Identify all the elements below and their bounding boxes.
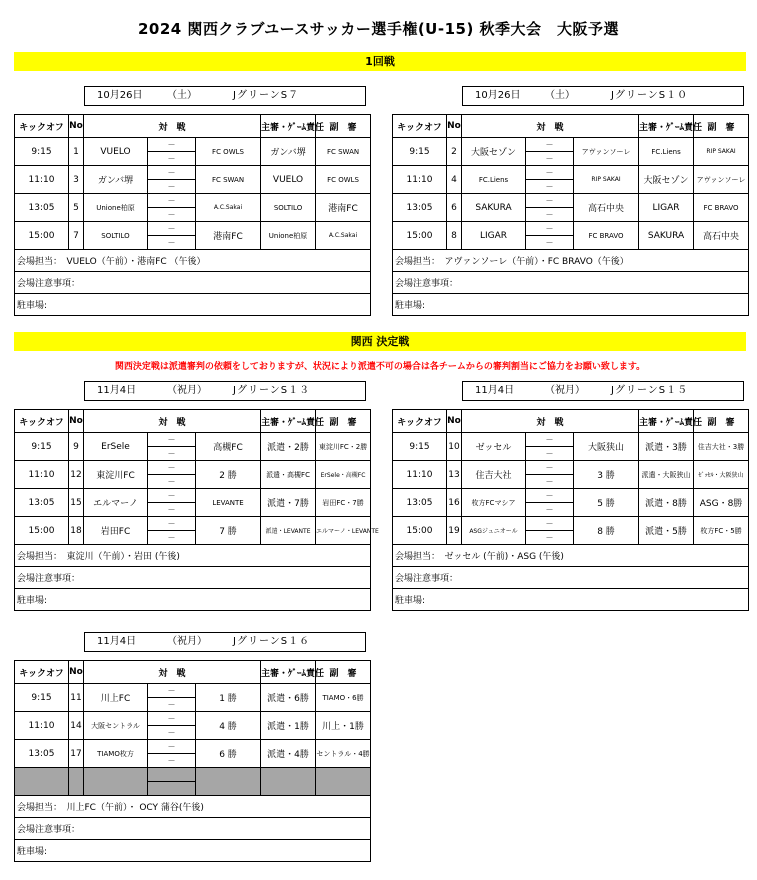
score-top: －: [167, 491, 176, 500]
home-team: エルマーノ: [84, 489, 148, 517]
home-team: SOLTILO: [84, 222, 148, 250]
home-team: ガンバ堺: [84, 166, 148, 194]
venue-name: JグリーンS７: [233, 90, 300, 101]
score-box: [148, 712, 196, 740]
header-row: [15, 115, 371, 138]
kickoff-time: 13:05: [393, 194, 447, 222]
no-header: No: [69, 661, 84, 684]
kickoff-time: 9:15: [15, 138, 69, 166]
match-date: 11月4日: [97, 385, 137, 396]
venue-note: 会場注意事項：: [393, 272, 749, 294]
score-top: －: [545, 140, 554, 149]
match-no: 17: [69, 740, 84, 768]
note-row: [15, 545, 371, 567]
kickoff-time: 15:00: [393, 222, 447, 250]
home-team: 東淀川FC: [84, 461, 148, 489]
away-team: 4 勝: [196, 712, 261, 740]
match-no: 11: [69, 684, 84, 712]
kickoff-time: 9:15: [393, 138, 447, 166]
venue-note: 駐車場:: [15, 840, 371, 862]
table-row: [15, 222, 371, 250]
kickoff-header: キックオフ: [15, 410, 69, 433]
match-no: 2: [447, 138, 462, 166]
page-title: 2024 関西クラブユースサッカー選手権(U-15) 秋季大会 大阪予選: [137, 20, 620, 38]
match-no: 19: [447, 517, 462, 545]
main-ref-header: 主審・ｹﾞｰﾑ責任: [261, 410, 316, 433]
score-box: [148, 740, 196, 768]
header-row: [393, 410, 749, 433]
main-referee: 大阪セゾン: [639, 166, 694, 194]
venue-note: 会場担当： ゼッセル (午前)・ASG (午後): [393, 545, 749, 567]
assistant-referee: ASG・8勝: [694, 489, 749, 517]
note-row: [393, 272, 749, 294]
assistant-referee: FC OWLS: [316, 166, 371, 194]
kickoff-time: 13:05: [15, 489, 69, 517]
match-no: 14: [69, 712, 84, 740]
match-header: 対 戦: [84, 410, 261, 433]
no-header: No: [447, 410, 462, 433]
main-referee: 派遣・3勝: [639, 433, 694, 461]
venue-note: 会場担当： VUELO（午前）・港南FC （午後）: [15, 250, 371, 272]
away-team: アヴァンソーレ: [574, 138, 639, 166]
away-team: 8 勝: [574, 517, 639, 545]
assistant-referee: FC SWAN: [316, 138, 371, 166]
assistant-referee: ｾﾞｯｾﾙ・大阪狭山: [694, 461, 749, 489]
match-header: 対 戦: [84, 661, 261, 684]
match-no: 10: [447, 433, 462, 461]
score-top: －: [167, 519, 176, 528]
main-referee: 派遣・LEVANTE: [261, 517, 316, 545]
score-bottom: －: [148, 530, 195, 544]
match-no: 13: [447, 461, 462, 489]
score-box: [148, 461, 196, 489]
score-top: －: [545, 519, 554, 528]
assistant-header: 副 審: [316, 661, 371, 684]
assistant-referee: A.C.Sakai: [316, 222, 371, 250]
kickoff-time: 9:15: [15, 433, 69, 461]
home-team: Unione柏原: [84, 194, 148, 222]
table-row: [15, 194, 371, 222]
table-row: [15, 740, 371, 768]
venue-header: [462, 86, 744, 106]
score-top: －: [167, 742, 176, 751]
main-referee: 派遣・2勝: [261, 433, 316, 461]
away-team: A.C.Sakai: [196, 194, 261, 222]
table-row: [393, 489, 749, 517]
assistant-referee: 東淀川FC・2勝: [316, 433, 371, 461]
main-referee: SOLTILO: [261, 194, 316, 222]
score-top: －: [167, 686, 176, 695]
kickoff-header: キックオフ: [15, 661, 69, 684]
score-top: －: [545, 491, 554, 500]
main-referee: ガンバ堺: [261, 138, 316, 166]
match-no: 12: [69, 461, 84, 489]
score-top: －: [167, 714, 176, 723]
away-team: 2 勝: [196, 461, 261, 489]
score-bottom: －: [526, 502, 573, 516]
venue-note: 駐車場:: [15, 589, 371, 611]
kickoff-time: 11:10: [15, 461, 69, 489]
venue-note: 会場担当： 川上FC（午前）・ OCY 蒲谷(午後): [15, 796, 371, 818]
no-header: No: [69, 115, 84, 138]
match-header: 対 戦: [84, 115, 261, 138]
score-box: [148, 517, 196, 545]
away-team: 1 勝: [196, 684, 261, 712]
away-team: LEVANTE: [196, 489, 261, 517]
match-weekday: （祝月）: [167, 636, 207, 647]
note-row: [393, 567, 749, 589]
schedule-table: [392, 409, 749, 611]
main-ref-header: 主審・ｹﾞｰﾑ責任: [261, 661, 316, 684]
main-referee: 派遣・4勝: [261, 740, 316, 768]
note-row: [15, 567, 371, 589]
table-row: [393, 222, 749, 250]
score-top: －: [167, 435, 176, 444]
score-bottom: －: [526, 151, 573, 165]
assistant-referee: 港南FC: [316, 194, 371, 222]
home-team: ErSele: [84, 433, 148, 461]
final-notice: 関西決定戦は派遣審判の依頼をしておりますが、状況により派遣不可の場合は各チームからの審判割当にご協力をお願い致します。: [114, 362, 646, 372]
kickoff-header: キックオフ: [393, 115, 447, 138]
match-no: 7: [69, 222, 84, 250]
away-team: 6 勝: [196, 740, 261, 768]
match-no: 4: [447, 166, 462, 194]
match-no: 16: [447, 489, 462, 517]
score-bottom: －: [148, 235, 195, 249]
kickoff-time: 13:05: [15, 194, 69, 222]
score-bottom: －: [148, 697, 195, 711]
assistant-header: 副 審: [316, 410, 371, 433]
assistant-referee: 高石中央: [694, 222, 749, 250]
table-row: [15, 433, 371, 461]
kickoff-time: 13:05: [15, 740, 69, 768]
main-ref-header: 主審・ｹﾞｰﾑ責任: [639, 410, 694, 433]
no-header: No: [447, 115, 462, 138]
schedule-table: [14, 114, 371, 316]
score-box: [526, 222, 574, 250]
assistant-header: 副 審: [694, 115, 749, 138]
main-referee: 派遣・7勝: [261, 489, 316, 517]
schedule-table: [14, 660, 371, 862]
away-team: RIP SAKAI: [574, 166, 639, 194]
venue-note: 会場注意事項：: [15, 272, 371, 294]
assistant-referee: アヴァンソーレ: [694, 166, 749, 194]
venue-header: [84, 381, 366, 401]
main-referee: 派遣・8勝: [639, 489, 694, 517]
venue-header: [462, 381, 744, 401]
venue-note: 駐車場:: [393, 589, 749, 611]
score-top: －: [545, 435, 554, 444]
away-team: FC OWLS: [196, 138, 261, 166]
kickoff-time: 11:10: [393, 461, 447, 489]
score-bottom: －: [526, 474, 573, 488]
away-team: 高石中央: [574, 194, 639, 222]
main-ref-header: 主審・ｹﾞｰﾑ責任: [261, 115, 316, 138]
home-team: SAKURA: [462, 194, 526, 222]
header-row: [15, 661, 371, 684]
main-referee: FC.Liens: [639, 138, 694, 166]
note-row: [393, 250, 749, 272]
kickoff-time: 9:15: [393, 433, 447, 461]
score-box: [526, 433, 574, 461]
home-team: 川上FC: [84, 684, 148, 712]
venue-note: 会場担当： 東淀川（午前）・岩田 (午後): [15, 545, 371, 567]
match-header: 対 戦: [462, 115, 639, 138]
score-top: －: [167, 168, 176, 177]
score-top: －: [545, 224, 554, 233]
score-bottom: －: [148, 725, 195, 739]
score-box: [148, 684, 196, 712]
venue-note: 会場注意事項：: [15, 818, 371, 840]
score-bottom: －: [148, 753, 195, 767]
main-referee: 派遣・1勝: [261, 712, 316, 740]
home-team: ゼッセル: [462, 433, 526, 461]
match-date: 10月26日: [97, 90, 143, 101]
home-team: LIGAR: [462, 222, 526, 250]
away-team: 7 勝: [196, 517, 261, 545]
match-no: 9: [69, 433, 84, 461]
venue-note: 会場担当： アヴァンソーレ（午前）・FC BRAVO（午後）: [393, 250, 749, 272]
score-box: [148, 138, 196, 166]
kickoff-time: 15:00: [393, 517, 447, 545]
assistant-referee: ErSele・高槻FC: [316, 461, 371, 489]
assistant-header: 副 審: [694, 410, 749, 433]
assistant-referee: 川上・1勝: [316, 712, 371, 740]
score-box: [526, 517, 574, 545]
venue-name: JグリーンS１０: [611, 90, 689, 101]
score-top: －: [167, 196, 176, 205]
score-box: [526, 138, 574, 166]
home-team: FC.Liens: [462, 166, 526, 194]
schedule-table: [14, 409, 379, 611]
match-no: 6: [447, 194, 462, 222]
score-bottom: －: [526, 235, 573, 249]
score-top: －: [167, 224, 176, 233]
away-team: 港南FC: [196, 222, 261, 250]
main-referee: VUELO: [261, 166, 316, 194]
header-row: [393, 115, 749, 138]
table-row: [15, 684, 371, 712]
assistant-referee: FC BRAVO: [694, 194, 749, 222]
table-row: [393, 517, 749, 545]
score-box: [148, 166, 196, 194]
score-top: －: [545, 196, 554, 205]
schedule-table: [392, 114, 749, 316]
score-bottom: －: [148, 446, 195, 460]
score-bottom: －: [148, 179, 195, 193]
score-box: [148, 194, 196, 222]
score-bottom: －: [148, 207, 195, 221]
score-box: [148, 489, 196, 517]
main-referee: 派遣・5勝: [639, 517, 694, 545]
score-bottom: －: [148, 474, 195, 488]
venue-note: 会場注意事項：: [15, 567, 371, 589]
score-bottom: －: [526, 179, 573, 193]
match-no: 15: [69, 489, 84, 517]
score-box: [148, 433, 196, 461]
match-no: 1: [69, 138, 84, 166]
score-box: [148, 222, 196, 250]
home-team: 枚方FCマシア: [462, 489, 526, 517]
match-no: 3: [69, 166, 84, 194]
note-row: [15, 796, 371, 818]
kickoff-time: 15:00: [15, 517, 69, 545]
assistant-header: 副 審: [316, 115, 371, 138]
table-row: [393, 166, 749, 194]
table-row: [393, 138, 749, 166]
assistant-referee: 住吉大社・3勝: [694, 433, 749, 461]
home-team: TIAMO枚方: [84, 740, 148, 768]
assistant-referee: 岩田FC・7勝: [316, 489, 371, 517]
note-row: [15, 272, 371, 294]
table-row: [393, 461, 749, 489]
away-team: 5 勝: [574, 489, 639, 517]
score-box: [526, 489, 574, 517]
main-ref-header: 主審・ｹﾞｰﾑ責任: [639, 115, 694, 138]
table-row: [15, 461, 371, 489]
kickoff-time: 9:15: [15, 684, 69, 712]
main-referee: 派遣・高槻FC: [261, 461, 316, 489]
table-row: [15, 517, 371, 545]
note-row: [15, 250, 371, 272]
kickoff-header: キックオフ: [15, 115, 69, 138]
score-box: [526, 461, 574, 489]
main-referee: SAKURA: [639, 222, 694, 250]
kickoff-time: 15:00: [15, 222, 69, 250]
match-no: 18: [69, 517, 84, 545]
away-team: 高槻FC: [196, 433, 261, 461]
table-row: [393, 433, 749, 461]
kickoff-time: 13:05: [393, 489, 447, 517]
table-row: [15, 138, 371, 166]
match-date: 10月26日: [475, 90, 521, 101]
match-header: 対 戦: [462, 410, 639, 433]
main-referee: Unione柏原: [261, 222, 316, 250]
score-box: [526, 194, 574, 222]
assistant-referee: RIP SAKAI: [694, 138, 749, 166]
venue-name: JグリーンS１３: [233, 385, 311, 396]
assistant-referee: エルマーノ・LEVANTE: [316, 517, 371, 545]
away-team: 3 勝: [574, 461, 639, 489]
match-no: 8: [447, 222, 462, 250]
round1-band: 1回戦: [14, 52, 746, 71]
venue-note: 駐車場:: [15, 294, 371, 316]
home-team: VUELO: [84, 138, 148, 166]
table-row: [393, 194, 749, 222]
home-team: 岩田FC: [84, 517, 148, 545]
score-bottom: －: [148, 151, 195, 165]
home-team: ASGジュニオール: [462, 517, 526, 545]
table-row: [15, 489, 371, 517]
home-team: 住吉大社: [462, 461, 526, 489]
no-header: No: [69, 410, 84, 433]
empty-row: [15, 768, 371, 796]
match-weekday: （土）: [167, 90, 197, 101]
table-row: [15, 166, 371, 194]
score-bottom: －: [526, 207, 573, 221]
main-referee: 派遣・大阪狭山: [639, 461, 694, 489]
note-row: [15, 589, 371, 611]
final-band: 関西 決定戦: [14, 332, 746, 351]
main-referee: 派遣・6勝: [261, 684, 316, 712]
score-top: －: [545, 463, 554, 472]
note-row: [15, 840, 371, 862]
match-weekday: （祝月）: [545, 385, 585, 396]
note-row: [393, 294, 749, 316]
match-weekday: （土）: [545, 90, 575, 101]
kickoff-time: 11:10: [393, 166, 447, 194]
score-bottom: －: [148, 502, 195, 516]
assistant-referee: 枚方FC・5勝: [694, 517, 749, 545]
kickoff-header: キックオフ: [393, 410, 447, 433]
assistant-referee: TIAMO・6勝: [316, 684, 371, 712]
score-top: －: [545, 168, 554, 177]
header-row: [15, 410, 371, 433]
venue-note: 駐車場:: [393, 294, 749, 316]
match-date: 11月4日: [97, 636, 137, 647]
score-top: －: [167, 140, 176, 149]
venue-name: JグリーンS１５: [611, 385, 689, 396]
main-referee: LIGAR: [639, 194, 694, 222]
note-row: [15, 294, 371, 316]
table-row: [15, 712, 371, 740]
home-team: 大阪セントラル: [84, 712, 148, 740]
away-team: FC SWAN: [196, 166, 261, 194]
away-team: 大阪狭山: [574, 433, 639, 461]
assistant-referee: セントラル・4勝: [316, 740, 371, 768]
score-top: －: [167, 463, 176, 472]
match-weekday: （祝月）: [167, 385, 207, 396]
score-bottom: －: [526, 446, 573, 460]
venue-header: [84, 86, 366, 106]
match-date: 11月4日: [475, 385, 515, 396]
match-no: 5: [69, 194, 84, 222]
note-row: [15, 818, 371, 840]
away-team: FC BRAVO: [574, 222, 639, 250]
score-bottom: －: [526, 530, 573, 544]
note-row: [393, 545, 749, 567]
venue-note: 会場注意事項：: [393, 567, 749, 589]
score-box: [526, 166, 574, 194]
kickoff-time: 11:10: [15, 166, 69, 194]
home-team: 大阪セゾン: [462, 138, 526, 166]
kickoff-time: 11:10: [15, 712, 69, 740]
note-row: [393, 589, 749, 611]
venue-header: [84, 632, 366, 652]
venue-name: JグリーンS１６: [233, 636, 311, 647]
